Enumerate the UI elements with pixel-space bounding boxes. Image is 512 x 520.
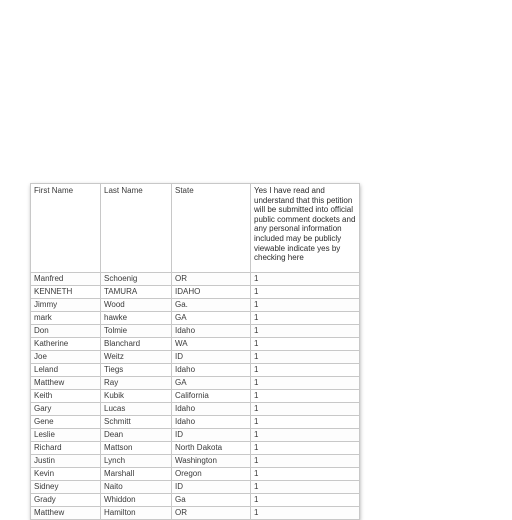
- first-name-cell: Richard: [31, 442, 101, 455]
- state-cell: ID: [172, 481, 251, 494]
- table-row: [31, 494, 360, 507]
- last-name-cell: Hamilton: [101, 507, 172, 520]
- table-row: [31, 351, 360, 364]
- first-name-cell: Keith: [31, 390, 101, 403]
- first-name-cell: Sidney: [31, 481, 101, 494]
- state-cell: Idaho: [172, 325, 251, 338]
- first-name-cell: Joe: [31, 351, 101, 364]
- consent-cell: 1: [251, 364, 360, 377]
- consent-cell: 1: [251, 494, 360, 507]
- state-cell: OR: [172, 273, 251, 286]
- table-body: [31, 273, 360, 520]
- first-name-cell: mark: [31, 312, 101, 325]
- first-name-cell: Matthew: [31, 377, 101, 390]
- state-cell: Ga.: [172, 299, 251, 312]
- state-cell: California: [172, 390, 251, 403]
- table-row: [31, 299, 360, 312]
- consent-cell: 1: [251, 481, 360, 494]
- consent-cell: 1: [251, 286, 360, 299]
- state-cell: ID: [172, 351, 251, 364]
- consent-cell: 1: [251, 455, 360, 468]
- petition-signature-table: [30, 183, 360, 520]
- table-row: [31, 507, 360, 520]
- last-name-cell: Schoenig: [101, 273, 172, 286]
- last-name-cell: Marshall: [101, 468, 172, 481]
- first-name-cell: KENNETH: [31, 286, 101, 299]
- table-row: [31, 286, 360, 299]
- last-name-cell: hawke: [101, 312, 172, 325]
- table-row: [31, 416, 360, 429]
- consent-cell: 1: [251, 468, 360, 481]
- table-row: [31, 468, 360, 481]
- state-cell: GA: [172, 377, 251, 390]
- state-cell: North Dakota: [172, 442, 251, 455]
- state-cell: ID: [172, 429, 251, 442]
- consent-cell: 1: [251, 403, 360, 416]
- table-row: [31, 377, 360, 390]
- table-row: [31, 312, 360, 325]
- state-cell: IDAHO: [172, 286, 251, 299]
- header-last-name: Last Name: [101, 184, 172, 273]
- first-name-cell: Kevin: [31, 468, 101, 481]
- first-name-cell: Leslie: [31, 429, 101, 442]
- header-consent: Yes I have read and understand that this petition will be submitted into official public comment dockets and any personal information included may be publicly viewable indicate yes by checking here: [251, 184, 360, 273]
- state-cell: Oregon: [172, 468, 251, 481]
- consent-cell: 1: [251, 351, 360, 364]
- last-name-cell: Schmitt: [101, 416, 172, 429]
- last-name-cell: Whiddon: [101, 494, 172, 507]
- consent-cell: 1: [251, 507, 360, 520]
- first-name-cell: Matthew: [31, 507, 101, 520]
- table-row: [31, 403, 360, 416]
- last-name-cell: Dean: [101, 429, 172, 442]
- consent-cell: 1: [251, 273, 360, 286]
- first-name-cell: Gary: [31, 403, 101, 416]
- consent-cell: 1: [251, 390, 360, 403]
- last-name-cell: Kubik: [101, 390, 172, 403]
- consent-cell: 1: [251, 416, 360, 429]
- state-cell: Washington: [172, 455, 251, 468]
- table-row: [31, 442, 360, 455]
- header-first-name: First Name: [31, 184, 101, 273]
- table-row: [31, 325, 360, 338]
- state-cell: WA: [172, 338, 251, 351]
- first-name-cell: Justin: [31, 455, 101, 468]
- header-state: State: [172, 184, 251, 273]
- table-row: [31, 481, 360, 494]
- last-name-cell: Tolmie: [101, 325, 172, 338]
- table-row: [31, 364, 360, 377]
- state-cell: Idaho: [172, 364, 251, 377]
- state-cell: Ga: [172, 494, 251, 507]
- first-name-cell: Manfred: [31, 273, 101, 286]
- last-name-cell: Tiegs: [101, 364, 172, 377]
- state-cell: Idaho: [172, 403, 251, 416]
- table-row: [31, 338, 360, 351]
- table-row: [31, 429, 360, 442]
- last-name-cell: Weitz: [101, 351, 172, 364]
- first-name-cell: Gene: [31, 416, 101, 429]
- state-cell: OR: [172, 507, 251, 520]
- consent-cell: 1: [251, 325, 360, 338]
- petition-table-container: [30, 183, 359, 520]
- first-name-cell: Katherine: [31, 338, 101, 351]
- first-name-cell: Don: [31, 325, 101, 338]
- last-name-cell: Mattson: [101, 442, 172, 455]
- first-name-cell: Grady: [31, 494, 101, 507]
- table-row: [31, 273, 360, 286]
- consent-cell: 1: [251, 338, 360, 351]
- table-row: [31, 390, 360, 403]
- header-row: [31, 184, 360, 273]
- last-name-cell: Wood: [101, 299, 172, 312]
- table-row: [31, 455, 360, 468]
- consent-cell: 1: [251, 299, 360, 312]
- last-name-cell: Blanchard: [101, 338, 172, 351]
- first-name-cell: Jimmy: [31, 299, 101, 312]
- state-cell: Idaho: [172, 416, 251, 429]
- table-header: [31, 184, 360, 273]
- consent-cell: 1: [251, 312, 360, 325]
- last-name-cell: TAMURA: [101, 286, 172, 299]
- state-cell: GA: [172, 312, 251, 325]
- first-name-cell: Leland: [31, 364, 101, 377]
- consent-cell: 1: [251, 377, 360, 390]
- consent-cell: 1: [251, 442, 360, 455]
- last-name-cell: Naito: [101, 481, 172, 494]
- consent-cell: 1: [251, 429, 360, 442]
- last-name-cell: Lucas: [101, 403, 172, 416]
- last-name-cell: Ray: [101, 377, 172, 390]
- last-name-cell: Lynch: [101, 455, 172, 468]
